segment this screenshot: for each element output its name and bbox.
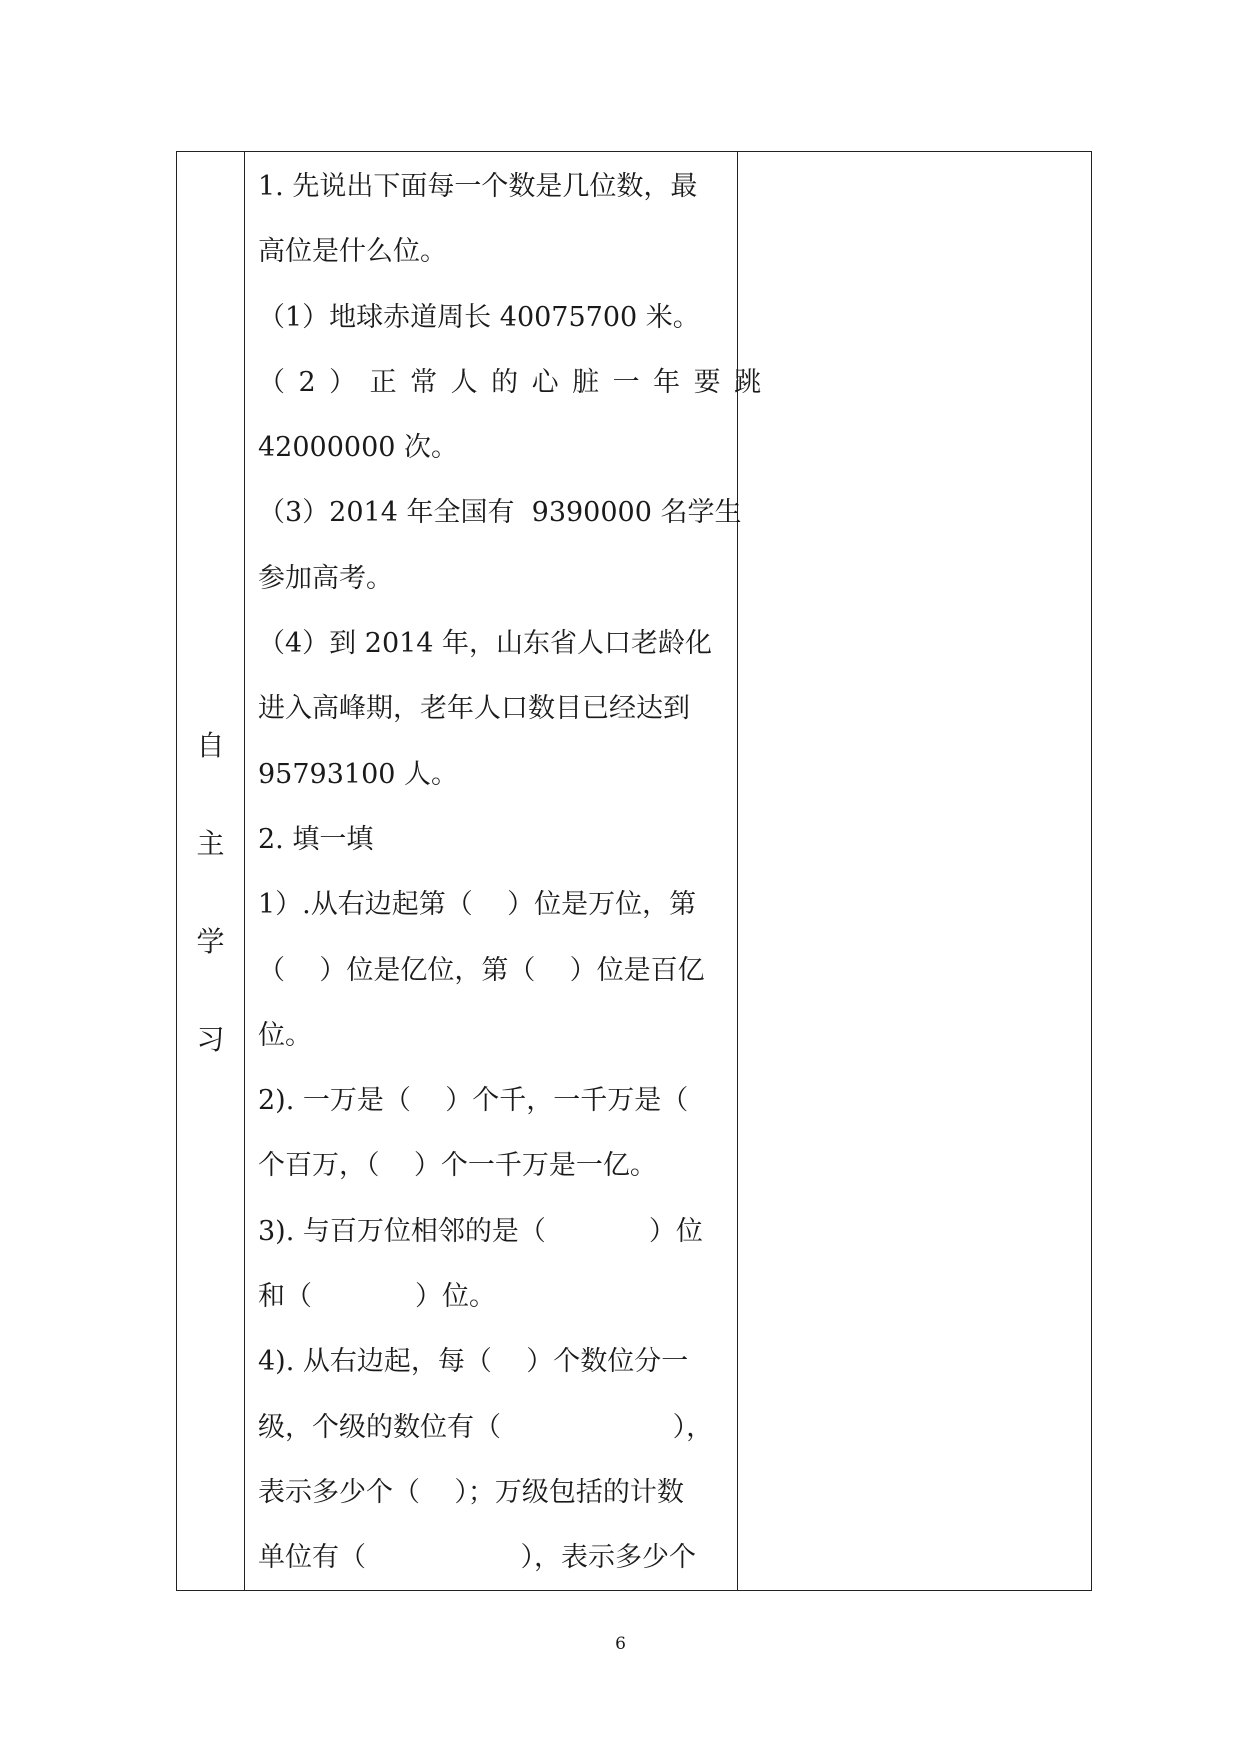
worksheet-table (176, 151, 1092, 1591)
section-label-self-study (177, 697, 244, 1089)
column-divider (244, 152, 245, 1590)
exercise-line: 参加高考。 (258, 562, 393, 594)
exercise-line: 和（ ）位。 (258, 1281, 496, 1313)
exercise-line: 95793100 人。 (258, 758, 459, 790)
exercise-line: 高位是什么位。 (258, 236, 447, 268)
section-label-char: 学 (196, 925, 225, 958)
exercise-line: 位。 (258, 1019, 312, 1051)
exercise-line: 级，个级的数位有（ ）， (258, 1411, 714, 1443)
notes-column (738, 152, 1091, 1590)
exercise-line: （4）到 2014 年，山东省人口老龄化 (258, 628, 713, 660)
exercise-line: 表示多少个（ ）；万级包括的计数 (258, 1476, 684, 1508)
exercise-line: 单位有（ ），表示多少个 (258, 1542, 696, 1574)
section-label-char: 习 (196, 1023, 225, 1056)
exercise-line: （1）地球赤道周长 40075700 米。 (258, 301, 700, 333)
exercise-line: 3). 与百万位相邻的是（ ）位 (258, 1215, 703, 1247)
section-label-char: 自 (196, 729, 225, 762)
exercise-content (258, 170, 775, 1607)
exercise-line: 42000000 次。 (258, 432, 459, 464)
section-label-char: 主 (196, 827, 225, 860)
exercise-line: 进入高峰期，老年人口数目已经达到 (258, 693, 690, 725)
exercise-line: （2）正常人的心脏一年要跳 (258, 366, 775, 398)
exercise-line: 2. 填一填 (258, 823, 374, 855)
exercise-line: （3）2014 年全国有 9390000 名学生 (258, 497, 742, 529)
exercise-line: 1. 先说出下面每一个数是几位数，最 (258, 171, 698, 202)
exercise-line: 1）.从右边起第（ ）位是万位，第 (258, 889, 697, 921)
page-number: 6 (615, 1634, 626, 1654)
exercise-line: 4). 从右边起，每（ ）个数位分一 (258, 1346, 689, 1378)
exercise-line: 个百万，（ ）个一千万是一亿。 (258, 1150, 657, 1182)
exercise-line: 2). 一万是（ ）个千，一千万是（ (258, 1085, 689, 1117)
exercise-line: （ ）位是亿位，第（ ）位是百亿 (258, 954, 705, 986)
